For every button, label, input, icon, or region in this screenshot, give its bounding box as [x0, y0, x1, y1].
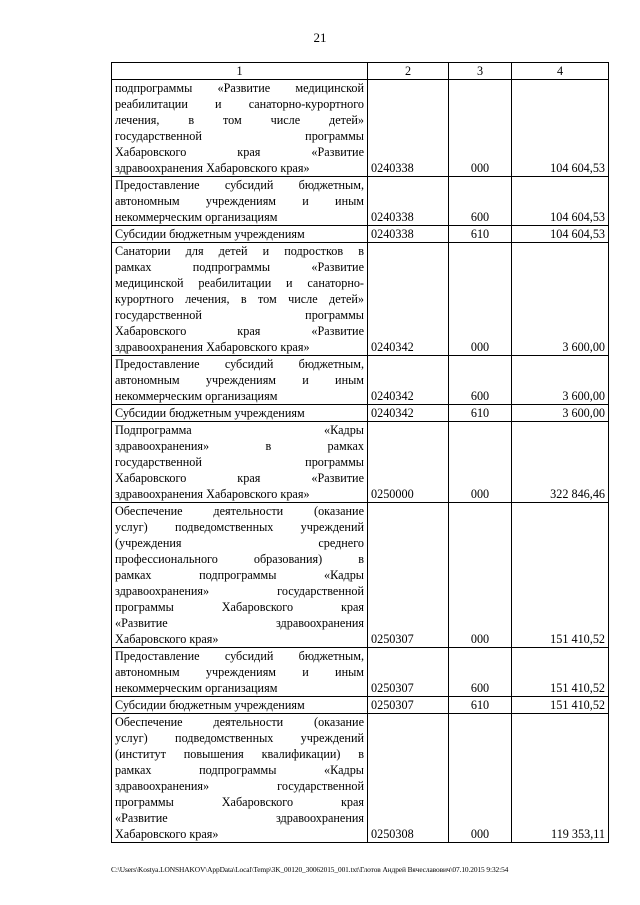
row-code: 0240342 — [368, 405, 449, 422]
row-name-line: некоммерческим организациям — [115, 210, 278, 224]
row-name-line: «Развитие здравоохранения — [115, 811, 364, 825]
row-type: 600 — [449, 648, 512, 697]
column-header-1: 1 — [112, 63, 368, 80]
row-name-line: Хабаровского края» — [115, 827, 219, 841]
row-sum: 104 604,53 — [512, 80, 609, 177]
row-name-line: Хабаровского края «Развитие — [115, 324, 364, 338]
row-code: 0240338 — [368, 80, 449, 177]
row-type: 000 — [449, 503, 512, 648]
row-name-line: здравоохранения Хабаровского края» — [115, 161, 310, 175]
row-type: 000 — [449, 80, 512, 177]
row-type: 610 — [449, 697, 512, 714]
row-sum: 322 846,46 — [512, 422, 609, 503]
row-name-line: Обеспечение деятельности (оказание — [115, 504, 364, 518]
row-name-line: рамках подпрограммы «Развитие — [115, 260, 364, 274]
row-sum: 151 410,52 — [512, 697, 609, 714]
budget-table — [111, 62, 609, 843]
row-name-line: лечения, в том числе детей» — [115, 113, 364, 127]
row-name — [112, 226, 368, 243]
row-sum: 104 604,53 — [512, 177, 609, 226]
column-header-3: 3 — [449, 63, 512, 80]
table-row — [112, 714, 609, 843]
row-name-line: здравоохранения» государственной — [115, 584, 364, 598]
row-name-line: автономным учреждениям и иным — [115, 665, 364, 679]
table-row — [112, 648, 609, 697]
table-row — [112, 405, 609, 422]
row-name-line: здравоохранения Хабаровского края» — [115, 487, 310, 501]
row-type: 610 — [449, 405, 512, 422]
table-row — [112, 243, 609, 356]
row-name-line: Хабаровского края «Развитие — [115, 145, 364, 159]
row-name — [112, 356, 368, 405]
row-code: 0250307 — [368, 697, 449, 714]
row-name-line: Субсидии бюджетным учреждениям — [115, 227, 305, 241]
row-name-line: Санатории для детей и подростков в — [115, 244, 364, 258]
table-row — [112, 356, 609, 405]
row-name-line: здравоохранения» в рамках — [115, 439, 364, 453]
row-name-line: курортного лечения, в том числе детей» — [115, 292, 364, 306]
row-name — [112, 697, 368, 714]
row-sum: 3 600,00 — [512, 356, 609, 405]
row-type: 000 — [449, 422, 512, 503]
row-code: 0240338 — [368, 226, 449, 243]
row-name-line: здравоохранения» государственной — [115, 779, 364, 793]
row-name-line: автономным учреждениям и иным — [115, 194, 364, 208]
row-name-line: «Развитие здравоохранения — [115, 616, 364, 630]
row-type: 000 — [449, 714, 512, 843]
row-name-line: государственной программы — [115, 308, 364, 322]
row-name-line: профессионального образования) в — [115, 552, 364, 566]
table-row — [112, 226, 609, 243]
row-sum: 151 410,52 — [512, 648, 609, 697]
page-number: 21 — [313, 30, 327, 45]
file-path-footer: C:\Users\Kostya.LONSHAKOV\AppData\Local\Temp\3K_00120_30062015_001.txt\Глотов Андрей Вячеславович\07.10.2015 9:32:54 — [111, 865, 509, 874]
row-name-line: рамках подпрограммы «Кадры — [115, 763, 364, 777]
row-name — [112, 422, 368, 503]
row-name-line: услуг) подведомственных учреждений — [115, 731, 364, 745]
row-type: 600 — [449, 177, 512, 226]
table-row — [112, 80, 609, 177]
row-sum: 104 604,53 — [512, 226, 609, 243]
row-name-line: реабилитации и санаторно-курортного — [115, 97, 364, 111]
row-name-line: рамках подпрограммы «Кадры — [115, 568, 364, 582]
row-name-line: (учреждения среднего — [115, 536, 364, 550]
row-name — [112, 648, 368, 697]
row-code: 0240342 — [368, 243, 449, 356]
row-name — [112, 177, 368, 226]
row-name-line: Субсидии бюджетным учреждениям — [115, 698, 305, 712]
row-name-line: программы Хабаровского края — [115, 795, 364, 809]
row-name-line: Субсидии бюджетным учреждениям — [115, 406, 305, 420]
row-name-line: государственной программы — [115, 455, 364, 469]
row-sum: 3 600,00 — [512, 405, 609, 422]
row-name-line: автономным учреждениям и иным — [115, 373, 364, 387]
row-name-line: Предоставление субсидий бюджетным, — [115, 178, 364, 192]
row-name — [112, 714, 368, 843]
row-name-line: подпрограммы «Развитие медицинской — [115, 81, 364, 95]
row-code: 0240338 — [368, 177, 449, 226]
row-name-line: медицинской реабилитации и санаторно- — [115, 276, 364, 290]
row-code: 0240342 — [368, 356, 449, 405]
table-row — [112, 177, 609, 226]
row-name-line: Подпрограмма «Кадры — [115, 423, 364, 437]
row-name — [112, 243, 368, 356]
row-type: 000 — [449, 243, 512, 356]
table-row — [112, 697, 609, 714]
row-sum: 119 353,11 — [512, 714, 609, 843]
row-type: 610 — [449, 226, 512, 243]
column-header-2: 2 — [368, 63, 449, 80]
row-name-line: программы Хабаровского края — [115, 600, 364, 614]
row-name — [112, 503, 368, 648]
row-name-line: Хабаровского края «Развитие — [115, 471, 364, 485]
row-name-line: здравоохранения Хабаровского края» — [115, 340, 310, 354]
row-name-line: Предоставление субсидий бюджетным, — [115, 357, 364, 371]
row-name-line: (институт повышения квалификации) в — [115, 747, 364, 761]
row-name-line: некоммерческим организациям — [115, 681, 278, 695]
row-name-line: некоммерческим организациям — [115, 389, 278, 403]
row-name — [112, 80, 368, 177]
row-name-line: услуг) подведомственных учреждений — [115, 520, 364, 534]
row-code: 0250000 — [368, 422, 449, 503]
row-code: 0250307 — [368, 503, 449, 648]
row-name-line: Предоставление субсидий бюджетным, — [115, 649, 364, 663]
row-name-line: Хабаровского края» — [115, 632, 219, 646]
table-row — [112, 422, 609, 503]
row-type: 600 — [449, 356, 512, 405]
column-header-4: 4 — [512, 63, 609, 80]
row-name — [112, 405, 368, 422]
row-sum: 3 600,00 — [512, 243, 609, 356]
row-name-line: Обеспечение деятельности (оказание — [115, 715, 364, 729]
row-sum: 151 410,52 — [512, 503, 609, 648]
row-code: 0250307 — [368, 648, 449, 697]
row-code: 0250308 — [368, 714, 449, 843]
header-row — [112, 63, 609, 80]
row-name-line: государственной программы — [115, 129, 364, 143]
table-row — [112, 503, 609, 648]
